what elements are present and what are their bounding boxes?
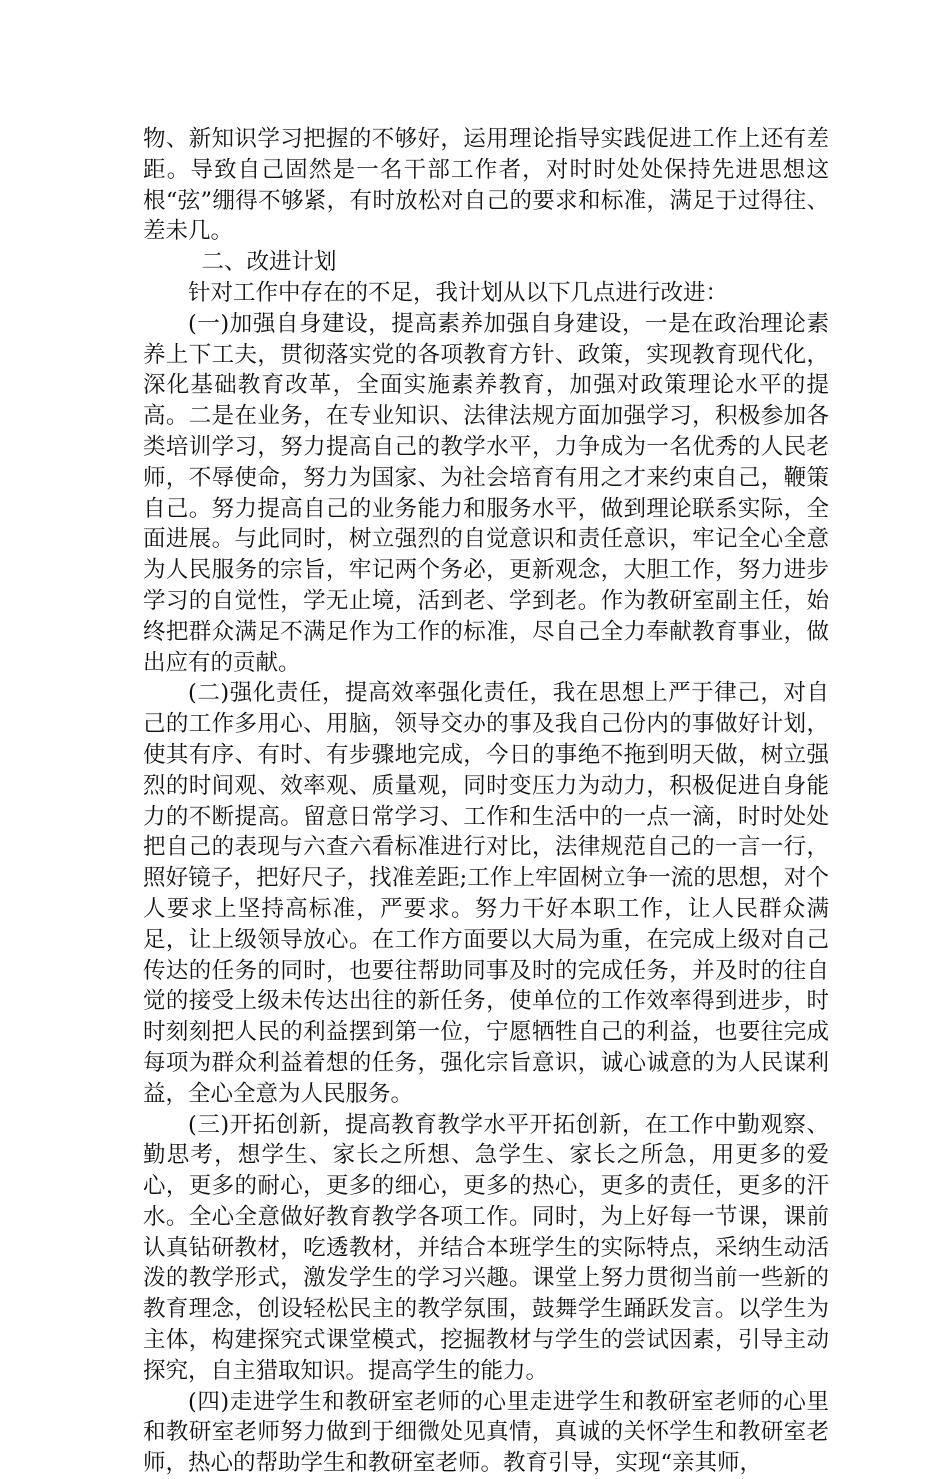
paragraph-item-3: (三)开拓创新，提高教育教学水平开拓创新，在工作中勤观察、勤思考，想学生、家长之所想、急学生、家长之所急，用更多的爱心，更多的耐心，更多的细心，更多的热心，更多的责任，更多的汗水。全心全意做好教育教学各项工作。同时，为上好每一节课，课前认真钻研教材，吃透教材，并结合本班学生的实际特点，采纳生动活泼的教学形式，激发学生的学习兴趣。课堂上努力贯彻当前一些新的教育理念，创设轻松民主的教学氛围，鼓舞学生踊跃发言。以学生为主体，构建探究式课堂模式，挖掘教材与学生的尝试因素，引导主动探究，自主猎取知识。提高学生的能力。 [143, 1111, 829, 1384]
document-page [143, 124, 829, 1479]
paragraph-item-2: (二)强化责任，提高效率强化责任，我在思想上严于律己，对自己的工作多用心、用脑，领导交办的事及我自己份内的事做好计划，使其有序、有时、有步骤地完成，今日的事绝不拖到明天做，树立强烈的时间观、效率观、质量观，同时变压力为动力，积极促进自身能力的不断提高。留意日常学习、工作和生活中的一点一滴，时时处处把自己的表现与六查六看标准进行对比，法律规范自己的一言一行，照好镜子，把好尺子，找准差距;工作上牢固树立争一流的思想，对个人要求上坚持高标准，严要求。努力干好本职工作，让人民群众满足，让上级领导放心。在工作方面要以大局为重，在完成上级对自己传达的任务的同时，也要往帮助同事及时的完成任务，并及时的往自觉的接受上级未传达出往的新任务，使单位的工作效率得到进步，时时刻刻把人民的利益摆到第一位，宁愿牺牲自己的利益，也要往完成每项为群众利益着想的任务，强化宗旨意识，诚心诚意的为人民谋利益，全心全意为人民服务。 [143, 680, 829, 1107]
paragraph-item-4: (四)走进学生和教研室老师的心里走进学生和教研室老师的心里和教研室老师努力做到于细微处见真情，真诚的关怀学生和教研室老师，热心的帮助学生和教研室老师。教育引导，实现“亲其师， [143, 1388, 829, 1477]
paragraph-continuation: 物、新知识学习把握的不够好，运用理论指导实践促进工作上还有差距。导致自己固然是一名干部工作者，对时时处处保持先进思想这根“弦”绷得不够紧，有时放松对自己的要求和标准，满足于过得往、差未几。 [143, 126, 829, 245]
section-heading-improvement-plan: 二、改进计划 [201, 249, 337, 276]
paragraph-item-1: (一)加强自身建设，提高素养加强自身建设，一是在政治理论素养上下工夫，贯彻落实党的各项教育方针、政策，实现教育现代化，深化基础教育改革，全面实施素养教育，加强对政策理论水平的提高。二是在业务，在专业知识、法律法规方面加强学习，积极参加各类培训学习，努力提高自己的教学水平，力争成为一名优秀的人民老师，不辱使命，努力为国家、为社会培育有用之才来约束自己，鞭策自己。努力提高自己的业务能力和服务水平，做到理论联系实际，全面进展。与此同时，树立强烈的自觉意识和责任意识，牢记全心全意为人民服务的宗旨，牢记两个务必，更新观念，大胆工作，努力进步学习的自觉性，学无止境，活到老、学到老。作为教研室副主任，始终把群众满足不满足作为工作的标准，尽自己全力奉献教育事业，做出应有的贡献。 [143, 310, 829, 676]
paragraph-intro: 针对工作中存在的不足，我计划从以下几点进行改进： [188, 279, 729, 306]
